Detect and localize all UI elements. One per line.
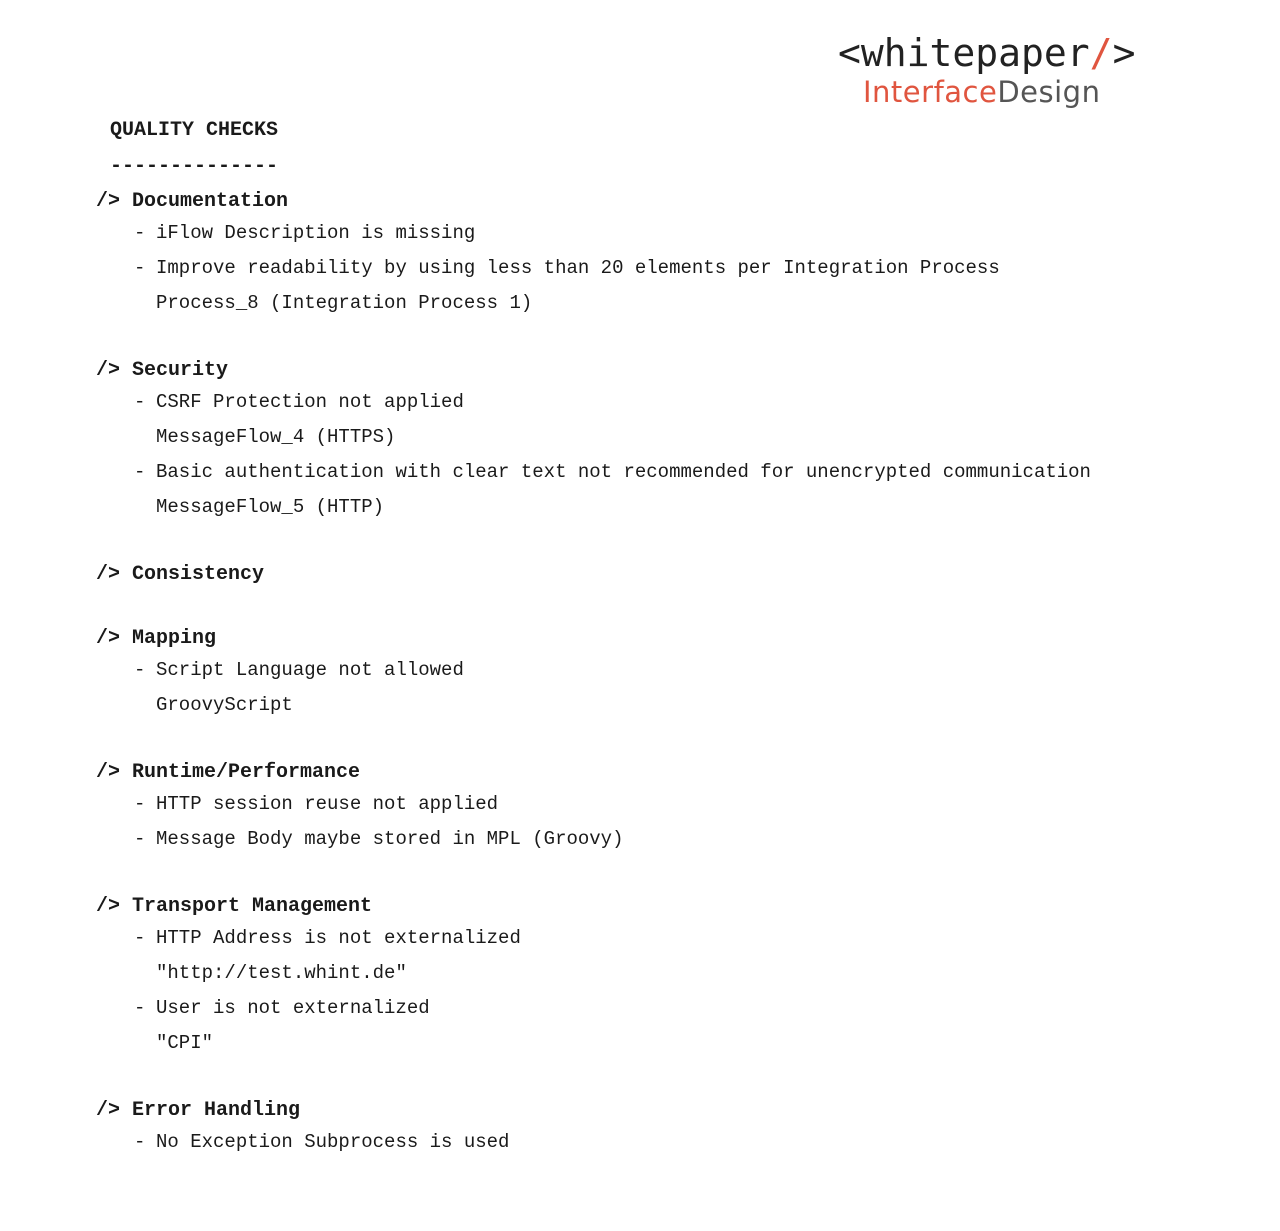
check-item-line <box>134 455 1256 490</box>
logo-subtitle-accent: Interface <box>863 75 998 109</box>
check-item-text: No Exception Subprocess is used <box>156 1131 510 1153</box>
check-item-text: HTTP Address is not externalized <box>156 927 521 949</box>
check-item <box>134 455 1256 525</box>
heading-marker: /> <box>96 359 121 382</box>
check-section <box>96 561 1256 589</box>
check-item-text: HTTP session reuse not applied <box>156 793 499 815</box>
check-item-text: CSRF Protection not applied <box>156 391 464 413</box>
check-item-line <box>134 216 1256 251</box>
check-item <box>134 653 1256 723</box>
check-item-text: iFlow Description is missing <box>156 222 476 244</box>
check-item-detail: MessageFlow_4 (HTTPS) <box>156 426 396 448</box>
check-section <box>96 1097 1256 1160</box>
check-item-detail: MessageFlow_5 (HTTP) <box>156 496 385 518</box>
section-heading <box>96 188 1256 216</box>
check-item-text: Basic authentication with clear text not recommended for unencrypted communication <box>156 461 1091 483</box>
section-heading-label: Documentation <box>132 190 289 213</box>
section-heading <box>96 625 1256 653</box>
bullet-dash: - <box>134 391 146 413</box>
check-item-detail: "http://test.whint.de" <box>156 962 407 984</box>
check-item-line <box>134 787 1256 822</box>
section-heading <box>96 893 1256 921</box>
checks-list <box>96 188 1256 1196</box>
check-item-line <box>134 991 1256 1026</box>
section-heading <box>96 1097 1256 1125</box>
page-title: QUALITY CHECKS <box>110 119 279 142</box>
section-heading-label: Mapping <box>132 627 217 650</box>
check-item-text: Script Language not allowed <box>156 659 464 681</box>
check-item-line <box>134 921 1256 956</box>
section-heading-label: Runtime/Performance <box>132 761 361 784</box>
check-item-line <box>134 1125 1256 1160</box>
section-heading <box>96 561 1256 589</box>
bullet-dash: - <box>134 461 146 483</box>
check-item-detail: GroovyScript <box>156 694 293 716</box>
whitepaper-logo <box>838 30 1168 108</box>
check-section <box>96 625 1256 723</box>
section-heading-label: Transport Management <box>132 895 373 918</box>
bullet-dash: - <box>134 1131 146 1153</box>
check-item <box>134 991 1256 1061</box>
check-item <box>134 921 1256 991</box>
bullet-dash: - <box>134 659 146 681</box>
check-item <box>134 1125 1256 1160</box>
section-heading-label: Error Handling <box>132 1099 301 1122</box>
heading-marker: /> <box>96 1099 121 1122</box>
check-section <box>96 893 1256 1061</box>
section-heading-label: Security <box>132 359 229 382</box>
check-item-detail: Process_8 (Integration Process 1) <box>156 292 533 314</box>
section-heading <box>96 759 1256 787</box>
heading-marker: /> <box>96 895 121 918</box>
heading-marker: /> <box>96 761 121 784</box>
check-item <box>134 216 1256 251</box>
bullet-dash: - <box>134 257 146 279</box>
check-item <box>134 822 1256 857</box>
check-item-text: Message Body maybe stored in MPL (Groovy) <box>156 828 624 850</box>
bullet-dash: - <box>134 997 146 1019</box>
check-section <box>96 357 1256 525</box>
check-item <box>134 385 1256 455</box>
logo-subtitle-dark: Design <box>997 75 1101 109</box>
check-item-detail: "CPI" <box>156 1032 214 1054</box>
logo-prefix: <whitepaper <box>838 31 1090 75</box>
check-item-text: User is not externalized <box>156 997 430 1019</box>
logo-subtitle <box>863 76 1168 108</box>
check-item-line <box>134 653 1256 688</box>
check-item <box>134 787 1256 822</box>
title-underline: -------------- <box>110 155 279 178</box>
check-item-line <box>134 385 1256 420</box>
heading-marker: /> <box>96 563 121 586</box>
check-item-line <box>134 251 1256 286</box>
logo-wordmark <box>838 30 1168 76</box>
check-section <box>96 188 1256 321</box>
section-heading-label: Consistency <box>132 563 265 586</box>
heading-marker: /> <box>96 627 121 650</box>
logo-suffix: > <box>1112 31 1136 75</box>
bullet-dash: - <box>134 793 146 815</box>
check-item-text: Improve readability by using less than 20 elements per Integration Process <box>156 257 1000 279</box>
bullet-dash: - <box>134 828 146 850</box>
logo-slash: / <box>1089 31 1113 75</box>
check-section <box>96 759 1256 857</box>
section-heading <box>96 357 1256 385</box>
heading-marker: /> <box>96 190 121 213</box>
bullet-dash: - <box>134 927 146 949</box>
check-item-line <box>134 822 1256 857</box>
check-item <box>134 251 1256 321</box>
bullet-dash: - <box>134 222 146 244</box>
